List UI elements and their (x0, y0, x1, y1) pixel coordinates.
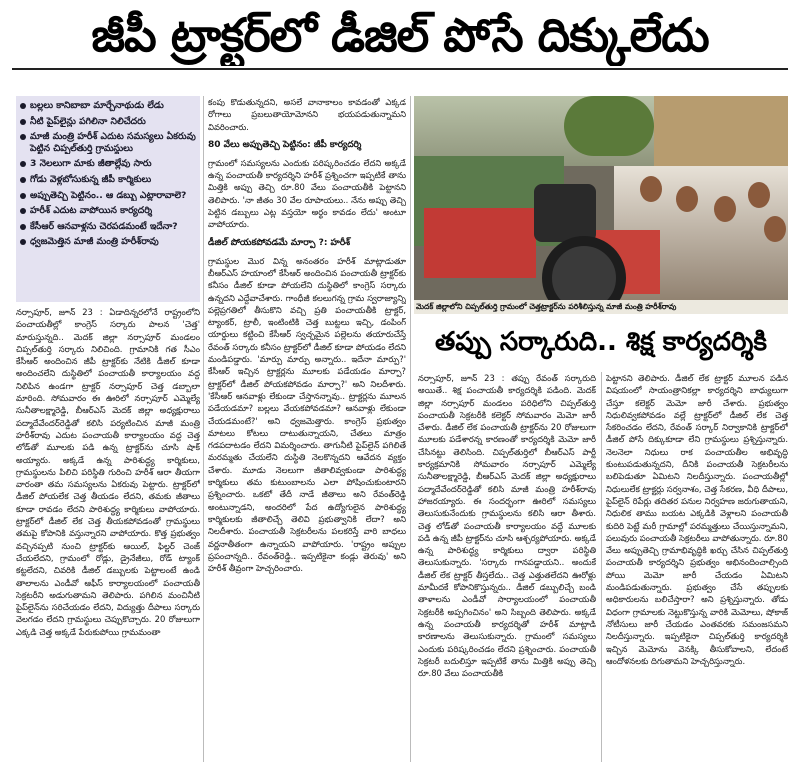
bullet-dot-icon (20, 103, 26, 109)
bullet-dot-icon (20, 193, 26, 199)
highlight-item (20, 236, 196, 248)
highlight-text: హరీశ్ ఎదుట వాపోయిన కార్యదర్శి (30, 205, 153, 217)
bullet-dot-icon (20, 161, 26, 167)
photo-person (764, 216, 786, 242)
article-column-1 (16, 306, 200, 762)
photo-tractor-trailer (424, 208, 536, 278)
highlight-item (20, 100, 196, 112)
headline: జీపీ ట్రాక్టర్‌లో డీజిల్ పోసే దిక్కులేదు (91, 8, 709, 62)
news-photo (414, 96, 788, 312)
column-divider (410, 96, 411, 762)
highlight-text: గోడు వెళ్లబోసుకున్న జీపీ కార్మికులు (30, 173, 152, 185)
headline-rule (12, 68, 788, 70)
article-paragraph: నర్సాపూర్, జూన్ 23 : ఏడాదిన్నరలోనే రాష్ట్రంలోని పంచాయతీల్లో కాంగ్రెస్ సర్కారు పాలన 'చెత్త' మారుస్తున్నది.. మెదక్ జిల్లా నర్సాపూర్ మండలం చిప్పల్‌తుర్తి సర్కారు నిలిచింది. గ్రామానికి గత సీఎం కేసీఆర్ అందించిన జీపీ ట్రాక్టర్‌కు నేటికి డీజిల్ కూడా అందించలేని దుస్థితిలో పంచాయతీ కార్యాలయం వద్ద నిలిపిన ఉండగా ట్రాక్టర్ నర్సాపూర్ చెత్త డబ్బాలా మారింది. సోమవారం ఈ ఊరిలో నర్సాపూర్ ఎమ్మెల్యే సునీతాలక్ష్మారెడ్డి, బీఆర్ఎస్ మెదక్ జిల్లా అధ్యక్షురాలు పద్మాదేవేందర్‌రెడ్డితో కలిసి పర్యటించిన మాజీ మంత్రి హరీశ్‌రావు ఎదుట పంచాయతీ కార్యాలయం వద్ద చెత్త లోడ్‌తో మూలకు పడి ఉన్న ట్రాక్టర్‌ను చూసి షాక్ అయ్యారు. అక్కడే ఉన్న పారిశుద్ధ్య కార్మికులు, గ్రామస్థులను పిలిచి పరిస్థితి గురించి హరీశ్ ఆరా తీయగా వారంతా తమ సమస్యలను ఏకరువు పెట్టారు. ట్రాక్టర్‌లో డీజిల్ పోయలేక చెత్త తీయడం లేదని, తమకు జీతాలు కూడా రావడం లేదని పారిశుద్ధ్య కార్మికులు వాపోయారు. ట్రాక్టర్‌లో డీజిల్ లేక చెత్త తీయకపోవడంతో గ్రామస్థులు తమపై కోపానికి వస్తున్నారని వాపోయారు. కొత్త ప్రభుత్వం వచ్చినప్పటి నుంచి ట్రాక్టర్‌కు ఆయిల్, ఫిల్టర్ చెంజ్ చేయలేదని, గ్రామంలో రోడ్లు, డ్రైనేజీలు, రోడ్ ట్యాంక్ కట్టలేదని, చివరికి డీజిల్ డబ్బులకు పెట్టాలంటే ఉండి తాలాలను ఎండీవో ఆఫీస్ కార్యాలయంలో పంచాయతీ సెక్రటరీని అడుగుతామని తెలిపారు. పగిలిన మంచినీటి పైప్‌లైన్‌ను సరిచేయడం లేదని, విద్యుత్తు దీపాలు సర్కారు వెలగడం లేదని గ్రామస్థులు చెప్పుకొచ్చారు. 20 రోజులుగా ఎక్కడి చెత్త అక్కడే పేరుకుపోయి గ్రామమంతా (16, 307, 200, 637)
article-column-3 (418, 372, 596, 762)
photo-person (714, 196, 736, 222)
highlight-text: అప్పుతెచ్చి పెట్టినం.. ఆ డబ్బు ఎట్లారావాలె? (30, 189, 187, 201)
bullet-dot-icon (20, 134, 26, 140)
highlight-item (20, 205, 196, 217)
highlight-text: మాజీ మంత్రి హరీశ్ ఎదుట సమస్యలు ఏకరువు పెట్టిన చిప్పల్‌తుర్తి గ్రామస్థులు (30, 131, 196, 154)
column-divider (601, 372, 602, 762)
highlight-text: ధ్వజమెత్తిన మాజీ మంత్రి హరీశ్‌రావు (30, 236, 159, 248)
highlight-item (20, 131, 196, 154)
highlight-text: నీటి పైప్‌లైన్లు పగిలినా నిలిచేదరు (30, 115, 146, 127)
photo-tree (564, 96, 654, 156)
highlight-item (20, 158, 196, 170)
article-paragraph: గ్రామంలో సమస్యలను ఎందుకు పరిష్కరించడం లేదని అక్కడే ఉన్న పంచాయతీ కార్యదర్శిని హరీశ్ ప్రశ్నించగా ఇప్పటికే తాను మిత్తికి అప్పు తెచ్చి రూ.80 వేలు పంచాయతీకి పెట్టానని తెలిపారు. 'నా జీతం 30 వేల రూపాయలు.. నేను అప్పు తెచ్చి పెట్టిన డబ్బులు ఎట్ల వస్తయో అర్థం కావడం లేదు' అంటూ వాపోయారు. (208, 157, 406, 230)
bullet-dot-icon (20, 208, 26, 214)
photo-person (640, 176, 662, 202)
section-subheading: డీజిల్ పోయకపోవడమే మార్పా ?: హరీశ్ (208, 237, 351, 248)
highlight-item (20, 116, 196, 128)
article-column-2 (208, 96, 406, 762)
highlight-text: కేసీఆర్ ఆనవాళ్లను చెరపడమంటే ఇదేనా? (30, 220, 178, 232)
highlight-text: బల్లలు కానిబాబా మార్చేనాథుడు లేడు (30, 100, 164, 111)
photo-wall (654, 96, 788, 176)
article-column-4 (606, 372, 788, 762)
highlight-text: 3 నెలలుగా మాకు జీతాల్లేవు సారు (30, 158, 152, 170)
bullet-dot-icon (20, 224, 26, 230)
photo-tractor-seat (534, 184, 596, 242)
photo-person (748, 182, 770, 208)
highlight-item (20, 174, 196, 186)
article-paragraph: గ్రామస్థుల మొర విన్న అనంతరం హరీశ్ మాట్లాడుతూ బీఆర్ఎస్ హయాంలో కేసీఆర్ అందించిన పంచాయతీ ట్రాక్టర్‌కు కనీసం డీజిల్ కూడా పోయలేని దుస్థితిలో కాంగ్రెస్ సర్కారు ఉన్నదని ఎద్దేవాచేశారు. గాంధీజీ కలలుగన్న గ్రామ స్వరాజ్యాన్ని పల్లెప్రగతిలో తీసుకొని వచ్చి ప్రతి పంచాయతీకి ట్రాక్టర్, ట్యాంకర్, ట్రాలీ, ఇంటింటికి చెత్త బుట్టలు ఇచ్చి, డంపింగ్ యార్డులు కట్టించి కేసీఆర్ స్వచ్ఛమైన పల్లెలను తయారుచేస్తే రేవంత్ సర్కారు కనీసం ట్రాక్టర్‌లో డీజిల్ కూడా పోయడం లేదని మండిపడ్డారు. 'మార్పు మార్పు అన్నారు.. ఇదేనా మార్పు?' కేసీఆర్ ఇచ్చిన ట్రాక్టర్లను మూలకు పడేయడం మార్పా? ట్రాక్టర్‌లో డీజిల్ పోయకపోవడం మార్పా?' అని నిలదీశారు. 'కేసీఆర్ ఆనవాళ్లు లేకుండా చేస్తానన్నావు.. ట్రాక్టర్లను మూలన పడేయడమా? బల్లలు వేయకపోవడమా? ఆనవాళ్లు లేకుండా చేయడమంటే?' అని ధ్వజమెత్తారు. కాంగ్రెస్ ప్రభుత్వం మాటలు కోటలు దాటుతున్నాయని, చేతలు మాత్రం గడపదాటడం లేదని విమర్శించారు. తాగునీటి పైప్‌లైన్ పగిలితే మరమ్మతు చేయలేని దుస్థితి నెలకొన్నదని ఆవేదన వ్యక్తం చేశారు. మూడు నెలలుగా జీతాలివ్వకుండా పారిశుద్ధ్య కార్మికులు తమ కుటుంబాలను ఎలా పోషించుకుంటారని ప్రశ్నించారు. ఒకటో తేదీ నాడే జీతాలు అని రేవంత్‌రెడ్డి అంటున్నాడని, అందరిలో పేద ఉద్యోగులైన పారిశుద్ధ్య కార్మికులకు జీతాలిచ్చే తెలివి ప్రభుత్వానికి లేదా? అని నిలదీశారు. పంచాయతీ సెక్రటరీలను పలకరిస్తే వారి బాధలు వర్ణనాతీతంగా ఉన్నాయని వాపోయారు. 'రాష్ట్రం అప్పుల ప్రపంచాన్నది.. రేవంత్‌రెడ్డి.. ఇప్పటికైనా కండ్లు తెరువు' అని హరీశ్ తీవ్రంగా హెచ్చరించారు. (208, 255, 406, 574)
article-paragraph: కంపు కొడుతున్నదని, అసలే వానాకాలం కావడంతో ఎక్కడ రోగాలు ప్రబలుతాయోమోనని భయపడుతున్నామని వివరించారు. (208, 97, 406, 132)
photo-person (676, 186, 698, 212)
photo-caption: మెదక్ జిల్లాలోని చిప్పల్‌తుర్తి గ్రామంలో చెత్తట్రాక్టర్‌ను పరిశీలిస్తున్న మాజీ మంత్రి హరీశ్‌రావు (414, 300, 788, 314)
bullet-dot-icon (20, 239, 26, 245)
article-paragraph: పెట్టానని తెలిపారు. డీజిల్ లేక ట్రాక్టర్ మూలన పడిన విషయంలో సాయంత్రానికల్లా కార్యదర్శిని బాధ్యులుగా చేస్తూ కలెక్టర్ మెమో జారీ చేశారు. ప్రభుత్వం నిధులివ్వకపోవడం వల్లే ట్రాక్టర్‌లో డీజిల్ లేక చెత్త సేకరించడం లేదని, రేవంత్ సర్కార్ నిర్వాకానికి ట్రాక్టర్‌లో డీజిల్ పోసే దిక్కుకూడా లేని గ్రామస్థులు ప్రశ్నిస్తున్నారు. నెలనెలా నిధులు రాక పంచాయతీల అభివృద్ధి కుంటుపడుతున్నదని, దీనికి పంచాయతీ సెక్రటరీలను బలిపెడుతూ ఏమిటని నిలదీస్తున్నారు. పంచాయతీల్లో నిధులులేక ట్రాక్టర్లు సర్వనాశం, చెత్త సేకరణ, వీధి దీపాలు, పైప్‌లైన్ రిపేర్లు తదితర పనుల నిర్వహణ జరుగుతాయని, నిధులిక తాము బయట ఎక్కడికి వెళ్లాలని పంచాయతీ కుదిరి పెట్టే మరీ గ్రామాల్లో పరమ్మత్తులు చేయిస్తున్నామని, పలువురు పంచాయతీ సెక్రటరీలు వాపోతున్నారు. రూ.80 వేలు అప్పుతెచ్చి గ్రామాభివృద్ధికి ఖర్చు చేసిన చిప్పల్‌తుర్తి పంచాయతీ కార్యదర్శిని ప్రభుత్వం అభినందించాల్సింది పోయి మెమో జారీ చేయడం ఏమిటని మండిపడుతున్నారు. ప్రభుత్వం చేసే తప్పులకు అధికారులను బలిచేస్తారా? అని ప్రశ్నిస్తున్నారు. తోడు విధంగా గ్రామాలకు నెట్టుకొస్తున్న వారికి మెమోలు, షోకాజ్ నోటీసులు జారీ చేయడం ఎంతవరకు సమంజసమని నిలదీస్తున్నారు. ఇప్పటికైనా చిప్పల్‌తుర్తి కార్యదర్శికి ఇచ్చిన మెమోను వెనక్కి తీసుకోవాలని, లేదంటే ఆందోళనలకు దిగుతామని హెచ్చరిస్తున్నారు. (606, 373, 788, 666)
highlight-item (20, 190, 196, 202)
bullet-dot-icon (20, 119, 26, 125)
column-divider (203, 96, 204, 762)
bullet-dot-icon (20, 177, 26, 183)
highlight-item (20, 221, 196, 233)
section-subheading: 80 వేలు అప్పుతెచ్చి పెట్టినం: జీపీ కార్యదర్శి (208, 139, 362, 150)
highlights-box (16, 96, 200, 302)
sub-headline: తప్పు సర్కారుది.. శిక్ష కార్యదర్శికి (435, 327, 767, 357)
article-paragraph: నర్సాపూర్, జూన్ 23 : తప్పు రేవంత్ సర్కారుది అయితే.. శిక్ష పంచాయతీ కార్యదర్శికి పడింది. మెదక్ జిల్లా నర్సాపూర్ మండలం పరిధిలోని చిప్పల్‌తుర్తి పంచాయతీ సెక్రటరీకి కలెక్టర్ సోమవారం మెమో జారీ చేశారు. డీజిల్ లేక పంచాయతీ ట్రాక్టర్‌ను 20 రోజులుగా మూలకు పడేశారన్న కారణంతో కార్యదర్శికి మెమో జారీ చేసినట్టు తెలిసింది. చిప్పల్‌తుర్తిలో బీఆర్ఎస్ పార్టీ కార్యక్రమానికి సోమవారం నర్సాపూర్ ఎమ్మెల్యే సునీతాలక్ష్మారెడ్డి, బీఆర్ఎస్ మెదక్ జిల్లా అధ్యక్షురాలు పద్మాదేవేందర్‌రెడ్డితో కలిసి మాజీ మంత్రి హరీశ్‌రావు హాజరయ్యారు. ఈ సందర్భంగా ఊరిలో సమస్యలు తెలుసుకునేందుకు గ్రామస్థులను కలిసి ఆరా తీశారు. చెత్త లోడ్‌తో పంచాయతీ కార్యాలయం వద్దే మూలకు పడి ఉన్న జీపీ ట్రాక్టర్‌ను చూసి ఆశ్చర్యపోయారు. అక్కడే ఉన్న పారిశుద్ధ్య కార్మికులు ద్వారా పరిస్థితి తెలుసుకున్నారు. 'సర్కారు గానపడ్డాయని.. అందుకే డీజిల్ లేక ట్రాక్టర్ తీస్తలేదు.. చెత్త ఎత్తుతలేదని ఊరోళ్లు మామీదకే కోపానికొస్తున్నరు.. డీజిల్ డబ్బులిచ్చే బండి తాళాలను ఎండీవో సార్యాలయంలో పంచాయతీ సెక్రటరీకి అప్పగించినం' అని సిబ్బంది తెలిపారు. అక్కడే ఉన్న పంచాయతీ కార్యదర్శితో హరీశ్ మాట్లాడి కారణాలను తెలుసుకున్నారు. గ్రామంలో సమస్యలు ఎందుకు పరిష్కరించడం లేదని ప్రశ్నించారు. పంచాయతీ సెక్రటరీ బదులిస్తూ ఇప్పటికే తాను మిత్తికి అప్పు తెచ్చి రూ.80 వేలు పంచాయతీకి (418, 373, 596, 679)
